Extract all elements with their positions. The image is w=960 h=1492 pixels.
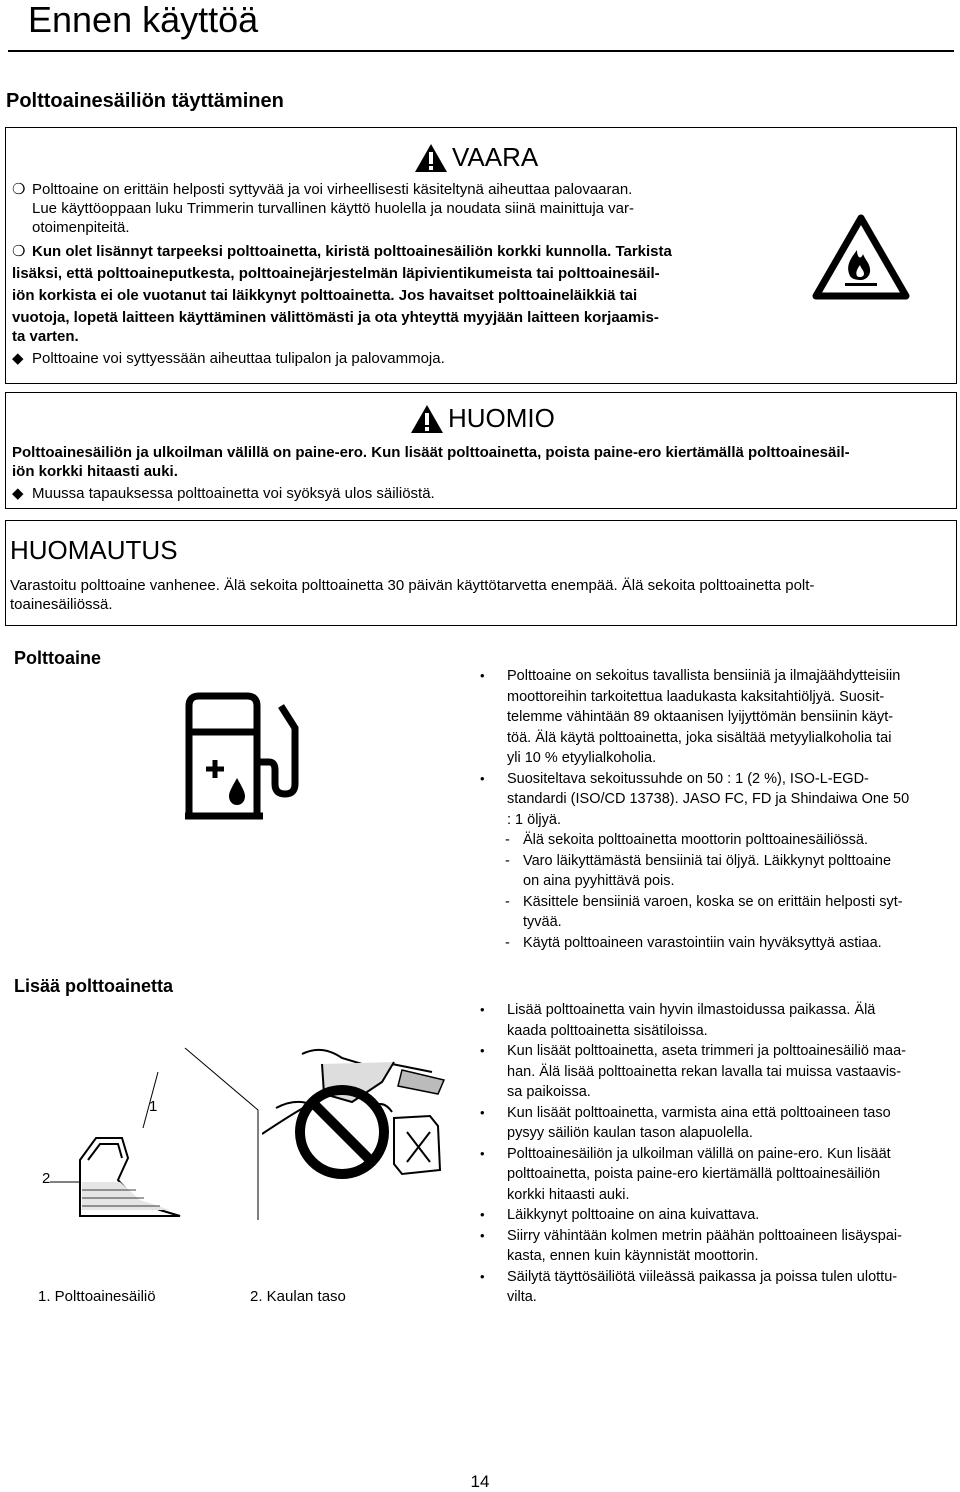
list-item [480, 1267, 906, 1308]
sub-list-item [480, 933, 909, 954]
fuel-line: telemme vähintään 89 oktaanisen lyijyttömän bensiinin käyt- [507, 709, 894, 725]
bullet-icon: ❍ [12, 243, 26, 260]
add-fuel-line: vilta. [507, 1289, 537, 1305]
dash-bullet: - [505, 934, 510, 951]
fuel-line: Varo läikyttämästä bensiiniä tai öljyä. Läikkynyt polttoaine [523, 852, 892, 869]
fuel-line: standardi (ISO/CD 13738). JASO FC, FD ja Shindaiwa One 50 [507, 791, 910, 807]
list-item [480, 1226, 906, 1267]
warning-line: Lue käyttöoppaan luku Trimmerin turvallinen käyttö huolella ja noudata siinä mainittuja var- [32, 200, 634, 217]
warning-heading-text: VAARA [452, 142, 539, 172]
add-fuel-line: Polttoainesäiliön ja ulkoilman välillä on paine-ero. Kun lisäät [507, 1145, 891, 1162]
note-line: Varastoitu polttoaine vanhenee. Älä sekoita polttoainetta 30 päivän käyttötarvetta enempää. Älä sekoita polttoainetta polt- [10, 577, 815, 594]
warning-line: Polttoaine voi syttyessään aiheuttaa tulipalon ja palovammoja. [32, 350, 445, 367]
fuel-line: tyvää. [523, 914, 562, 930]
warning-line: Kun olet lisännyt tarpeeksi polttoainetta, kiristä polttoainesäiliön korkki kunnolla. Tarkista [32, 243, 672, 260]
section-heading: Polttoainesäiliön täyttäminen [6, 90, 284, 112]
warning-box [5, 127, 957, 384]
page-number: 14 [470, 1472, 490, 1491]
dash-bullet: - [505, 893, 510, 910]
fuel-line: töä. Älä käytä polttoainetta, joka sisältää metyylialkoholia tai [507, 729, 892, 746]
fuel-line: Älä sekoita polttoainetta moottorin polttoainesäiliössä. [523, 832, 868, 848]
warning-line: lisäksi, että polttoaineputkesta, polttoainejärjestelmän läpivientikumeista tai polttoainesäil- [12, 265, 660, 282]
warning-line: vuotoja, lopetä laitteen käyttäminen välittömästi ja ota yhteyttä myyjään laitteen korjaamis- [12, 309, 659, 326]
fuel-tank-diagram [40, 1040, 260, 1220]
callout-number: 2 [42, 1170, 51, 1187]
fuel-line: : 1 öljyä. [507, 811, 561, 828]
caution-line: Muussa tapauksessa polttoainetta voi syöksyä ulos säiliöstä. [32, 485, 435, 502]
fuel-line: Polttoaine on sekoitus tavallista bensiiniä ja ilmajäähdytteisiin [507, 668, 901, 684]
list-item [480, 1144, 906, 1206]
warning-text [12, 180, 672, 368]
list-item [480, 1041, 906, 1103]
fuel-line: Käytä polttoaineen varastointiin vain hyväksyttyä astiaa. [523, 934, 882, 951]
add-fuel-line: kaada polttoainetta sisätiloissa. [507, 1022, 708, 1039]
note-box [5, 520, 957, 626]
bullet-icon: • [480, 668, 485, 683]
bullet-icon: • [480, 1207, 485, 1222]
sub-list-item [480, 892, 909, 933]
sub-list-item [480, 851, 909, 892]
warning-triangle-icon [414, 143, 448, 173]
warning-heading [414, 142, 538, 173]
add-fuel-list [480, 1000, 906, 1308]
warning-line: otoimenpiteitä. [32, 219, 130, 236]
diamond-bullet-icon: ◆ [12, 485, 24, 502]
add-fuel-line: Kun lisäät polttoainetta, varmista aina että polttoaineen taso [507, 1104, 891, 1121]
title-divider [8, 50, 954, 52]
dash-bullet: - [505, 852, 510, 869]
add-fuel-line: han. Älä lisää polttoainetta rekan lavalla tai muissa vastaavis- [507, 1063, 902, 1080]
warning-line: iön korkista ei ole vuotanut tai läikkynyt polttoainetta. Jos havaitset polttoaineläikkiä tai [12, 287, 638, 304]
bullet-icon: • [480, 1145, 485, 1161]
note-line: toainesäiliössä. [10, 596, 113, 613]
add-fuel-line: sa paikoissa. [507, 1084, 591, 1100]
callout-number: 1 [149, 1098, 158, 1115]
warning-triangle-icon [410, 404, 444, 434]
bullet-icon: ❍ [12, 181, 26, 198]
add-fuel-line: korkki hitaasti auki. [507, 1186, 630, 1203]
add-fuel-line: polttoainetta, poista paine-ero kiertämällä polttoainesäiliön [507, 1166, 881, 1182]
bullet-icon: • [480, 1043, 485, 1058]
page-title: Ennen käyttöä [28, 0, 259, 40]
add-fuel-line: Siirry vähintään kolmen metrin päähän polttoaineen lisäyspai- [507, 1227, 902, 1244]
add-fuel-heading: Lisää polttoainetta [14, 976, 174, 996]
fuel-line: on aina pyyhittävä pois. [523, 873, 675, 889]
fuel-line: Suositeltava sekoitussuhde on 50 : 1 (2 %), ISO-L-EGD- [507, 770, 869, 787]
warning-line: Polttoaine on erittäin helposti syttyvää ja voi virheellisesti käsiteltynä aiheuttaa palovaaran. [32, 181, 633, 198]
caution-text [12, 443, 850, 503]
caution-box [5, 392, 957, 509]
figure-caption: 1. Polttoainesäiliö [38, 1288, 156, 1305]
list-item [480, 1103, 906, 1144]
fuel-heading: Polttoaine [14, 648, 102, 668]
add-fuel-line: Lisää polttoainetta vain hyvin ilmastoidussa paikassa. Älä [507, 1002, 876, 1018]
add-fuel-line: Kun lisäät polttoainetta, aseta trimmeri ja polttoainesäiliö maa- [507, 1043, 906, 1059]
bullet-icon: • [480, 1104, 485, 1120]
bullet-icon: • [480, 1268, 485, 1284]
fuel-line: Käsittele bensiiniä varoen, koska se on erittäin helposti syt- [523, 893, 903, 910]
sub-list-item [480, 830, 909, 851]
fuel-line: moottoreihin tarkoitettua laadukasta kaksitahtiöljyä. Suosit- [507, 688, 885, 705]
bullet-icon: • [480, 1227, 485, 1243]
fuel-line: yli 10 % etyylialkoholia. [507, 750, 657, 766]
note-heading: HUOMAUTUS [10, 535, 178, 565]
warning-line: ta varten. [12, 328, 79, 345]
add-fuel-line: kasta, ennen kuin käynnistät moottorin. [507, 1248, 759, 1264]
bullet-icon: • [480, 770, 485, 786]
list-item [480, 1000, 906, 1041]
list-item [480, 1205, 906, 1226]
caution-heading-text: HUOMIO [448, 403, 555, 433]
fuel-list [480, 666, 909, 953]
add-fuel-line: Läikkynyt polttoaine on aina kuivattava. [507, 1207, 760, 1223]
caution-line: iön korkki hitaasti auki. [12, 463, 178, 480]
bullet-icon: • [480, 1002, 485, 1017]
fuel-pump-icon [185, 692, 303, 820]
list-item [480, 666, 909, 769]
add-fuel-line: Säilytä täyttösäiliötä viileässä paikassa ja poissa tulen ulottu- [507, 1268, 898, 1285]
add-fuel-line: pysyy säiliön kaulan tason alapuolella. [507, 1125, 753, 1141]
list-item [480, 769, 909, 831]
no-refuel-illustration [262, 1024, 448, 1192]
caution-heading [410, 403, 555, 434]
dash-bullet: - [505, 832, 510, 848]
diamond-bullet-icon: ◆ [12, 350, 24, 367]
flammable-warning-icon [812, 214, 910, 300]
figure-caption: 2. Kaulan taso [250, 1288, 346, 1305]
note-text [10, 576, 814, 614]
caution-line: Polttoainesäiliön ja ulkoilman välillä on paine-ero. Kun lisäät polttoainetta, poista paine-ero kiertämällä polttoainesäil- [12, 444, 850, 461]
